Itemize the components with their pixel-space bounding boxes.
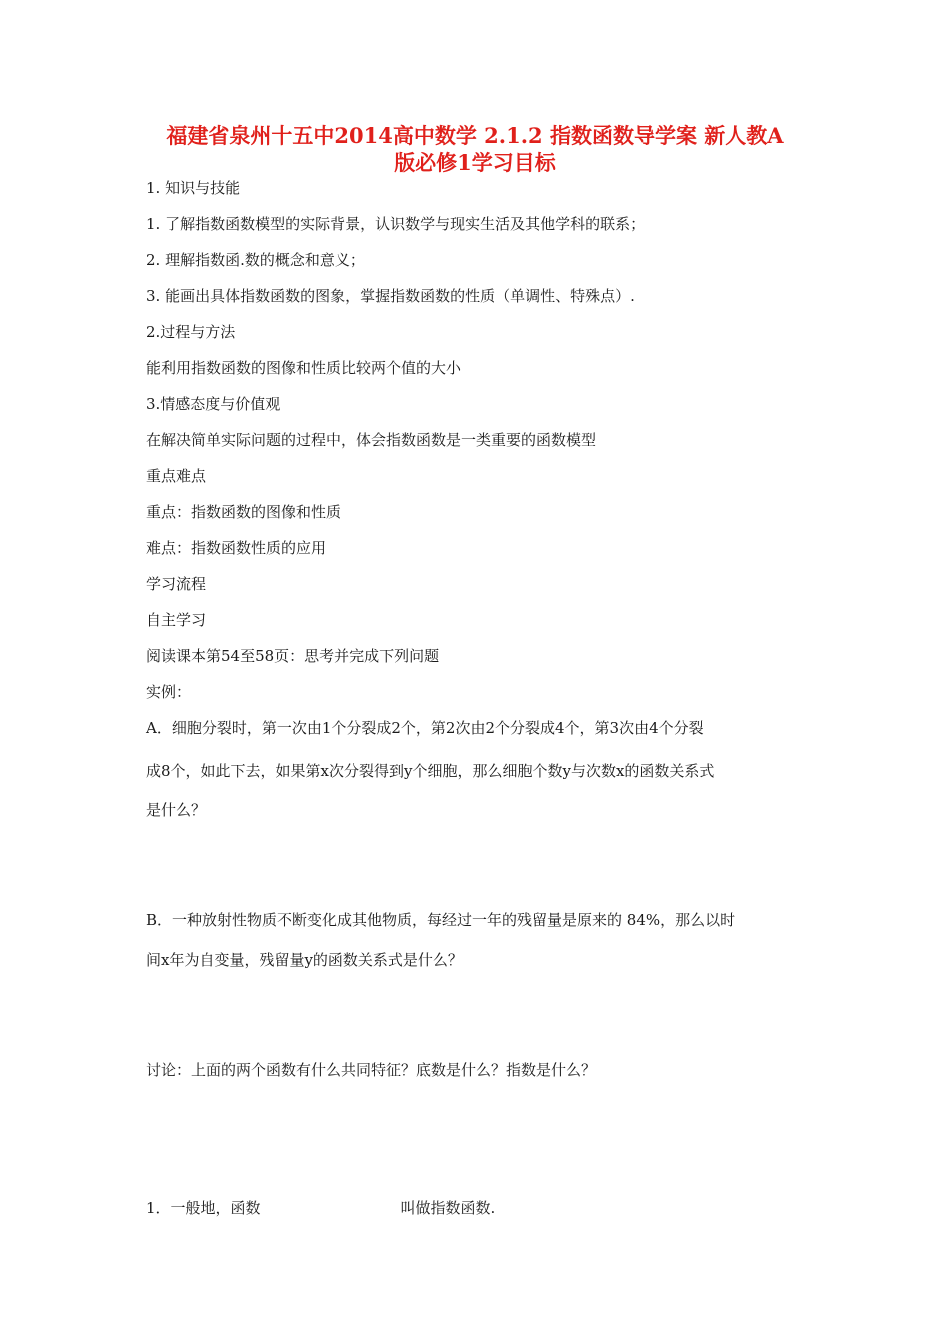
example-b-line1: B．一种放射性物质不断变化成其他物质，每经过一年的残留量是原来的 84%，那么以时 bbox=[146, 911, 736, 929]
objective-item-2: 2. 理解指数函.数的概念和意义； bbox=[146, 251, 365, 269]
objective-process-text: 能利用指数函数的图像和性质比较两个值的大小 bbox=[146, 359, 462, 377]
definition-suffix: 叫做指数函数. bbox=[400, 1199, 496, 1217]
document-title-line2: 版必修1学习目标 bbox=[394, 150, 556, 175]
objective-heading-knowledge: 1. 知识与技能 bbox=[146, 179, 241, 197]
definition-prefix: 1．一般地，函数 bbox=[146, 1199, 261, 1217]
objective-heading-attitude: 3.情感态度与价值观 bbox=[146, 395, 281, 413]
learning-process-heading: 学习流程 bbox=[146, 575, 207, 593]
examples-label: 实例： bbox=[146, 683, 192, 701]
document-title-line1: 福建省泉州十五中2014高中数学 2.1.2 指数函数导学案 新人教A bbox=[166, 123, 784, 148]
objective-heading-process: 2.过程与方法 bbox=[146, 323, 236, 341]
reading-instruction: 阅读课本第54至58页：思考并完成下列问题 bbox=[146, 647, 440, 665]
definition-line bbox=[146, 1198, 495, 1218]
objective-attitude-text: 在解决简单实际问题的过程中，体会指数函数是一类重要的函数模型 bbox=[146, 431, 597, 449]
discussion-question: 讨论：上面的两个函数有什么共同特征？底数是什么？指数是什么？ bbox=[146, 1061, 597, 1079]
example-a-line3: 是什么？ bbox=[146, 801, 207, 819]
example-a-line2: 成8个，如此下去，如果第x次分裂得到y个细胞，那么细胞个数y与次数x的函数关系式 bbox=[146, 762, 715, 780]
example-a-line1: A．细胞分裂时，第一次由1个分裂成2个，第2次由2个分裂成4个，第3次由4个分裂 bbox=[146, 719, 704, 737]
objective-item-3: 3. 能画出具体指数函数的图象，掌握指数函数的性质（单调性、特殊点）. bbox=[146, 287, 635, 305]
self-study-heading: 自主学习 bbox=[146, 611, 207, 629]
key-point-text: 重点：指数函数的图像和性质 bbox=[146, 503, 342, 521]
difficulty-text: 难点：指数函数性质的应用 bbox=[146, 539, 327, 557]
example-b-line2: 间x年为自变量，残留量y的函数关系式是什么？ bbox=[146, 951, 463, 969]
key-points-heading: 重点难点 bbox=[146, 467, 207, 485]
objective-item-1: 1. 了解指数函数模型的实际背景，认识数学与现实生活及其他学科的联系； bbox=[146, 215, 646, 233]
